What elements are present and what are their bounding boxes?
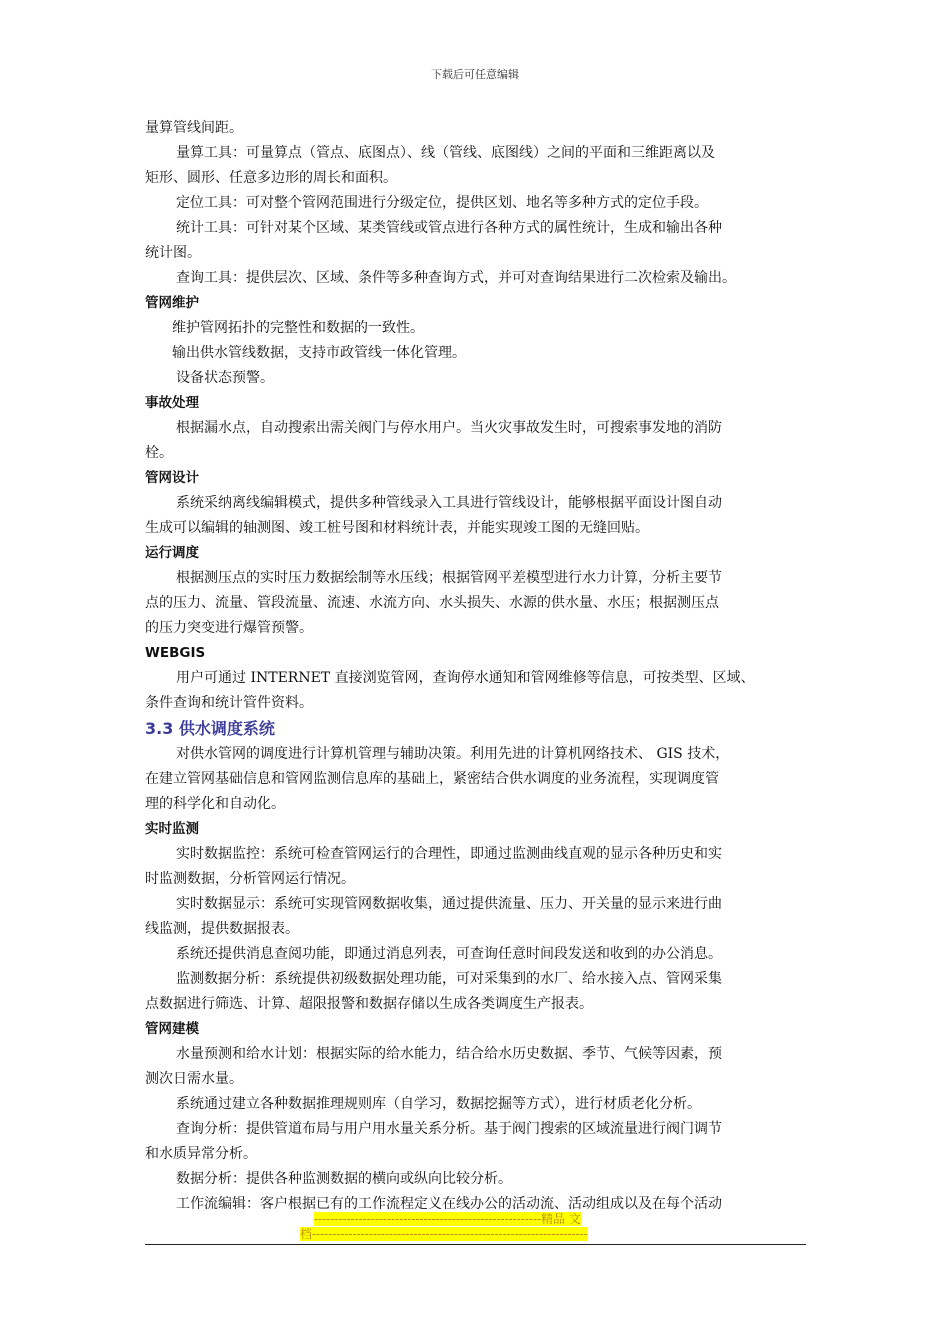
text-line: 统计工具：可针对某个区域、某类管线或管点进行各种方式的属性统计，生成和输出各种 [176,220,722,236]
text-line: 量算工具：可量算点（管点、底图点）、线（管线、底图线）之间的平面和三维距离以及 [176,145,715,161]
section-heading: 管网建模 [145,1021,199,1037]
footer-line-2: 档-------------------------------------------------------------------- [300,1227,588,1241]
text-line: 维护管网拓扑的完整性和数据的一致性。 [172,320,424,336]
section-heading: 运行调度 [145,545,199,561]
text-line: 根据漏水点，自动搜索出需关阀门与停水用户。当火灾事故发生时，可搜索事发地的消防 [176,420,722,436]
section-heading: WEBGIS [145,645,206,661]
text-line: 工作流编辑：客户根据已有的工作流程定义在线办公的活动流、活动组成以及在每个活动 [176,1196,722,1212]
text-line: 输出供水管线数据，支持市政管线一体化管理。 [172,345,466,361]
text-line: 的压力突变进行爆管预警。 [145,620,313,636]
section-heading: 管网设计 [145,470,199,486]
text-line: 线监测，提供数据报表。 [145,921,299,937]
text-line: 数据分析：提供各种监测数据的横向或纵向比较分析。 [176,1171,512,1187]
text-line: 系统采纳离线编辑模式，提供多种管线录入工具进行管线设计，能够根据平面设计图自动 [176,495,722,511]
text-line: 点的压力、流量、管段流量、流速、水流方向、水头损失、水源的供水量、水压；根据测压点 [145,595,719,611]
text-line: 对供水管网的调度进行计算机管理与辅助决策。利用先进的计算机网络技术、 GIS 技术， [176,746,730,762]
text-line: 和水质异常分析。 [145,1146,257,1162]
text-line: 根据测压点的实时压力数据绘制等水压线；根据管网平差模型进行水力计算，分析主要节 [176,570,722,586]
section-heading: 3.3 供水调度系统 [145,719,275,738]
text-line: 条件查询和统计管件资料。 [145,695,313,711]
text-line: 统计图。 [145,245,201,261]
text-line: 系统通过建立各种数据推理规则库（自学习，数据挖掘等方式），进行材质老化分析。 [176,1096,701,1112]
text-line: 水量预测和给水计划：根据实际的给水能力，结合给水历史数据、季节、气候等因素，预 [176,1046,722,1062]
text-line: 生成可以编辑的轴测图、竣工桩号图和材料统计表，并能实现竣工图的无缝回贴。 [145,520,649,536]
text-line: 理的科学化和自动化。 [145,796,285,812]
text-line: 在建立管网基础信息和管网监测信息库的基础上，紧密结合供水调度的业务流程，实现调度管 [145,771,719,787]
text-line: 矩形、圆形、任意多边形的周长和面积。 [145,170,397,186]
text-line: 定位工具：可对整个管网范围进行分级定位，提供区划、地名等多种方式的定位手段。 [176,195,708,211]
document-body [145,116,815,1217]
text-line: 栓。 [145,445,173,461]
text-line: 点数据进行筛选、计算、超限报警和数据存储以生成各类调度生产报表。 [145,996,593,1012]
text-line: 用户可通过 INTERNET 直接浏览管网，查询停水通知和管网维修等信息，可按类型、区域、 [176,670,755,686]
page-footer [300,1212,650,1242]
text-line: 查询工具：提供层次、区域、条件等多种查询方式，并可对查询结果进行二次检索及输出。 [176,270,736,286]
text-line: 测次日需水量。 [145,1071,243,1087]
text-line: 时监测数据，分析管网运行情况。 [145,871,355,887]
text-line: 量算管线间距。 [145,120,243,136]
section-heading: 管网维护 [145,295,199,311]
footer-line-1: --------------------------------------------------------精品 文 [314,1212,581,1226]
page-header: 下载后可任意编辑 [431,68,519,81]
text-line: 设备状态预警。 [176,370,274,386]
section-heading: 事故处理 [145,395,199,411]
text-line: 实时数据显示：系统可实现管网数据收集，通过提供流量、压力、开关量的显示来进行曲 [176,896,722,912]
text-line: 系统还提供消息查阅功能，即通过消息列表，可查询任意时间段发送和收到的办公消息。 [176,946,722,962]
text-line: 实时数据监控：系统可检查管网运行的合理性，即通过监测曲线直观的显示各种历史和实 [176,846,722,862]
section-heading: 实时监测 [145,821,199,837]
footer-divider [145,1244,806,1245]
text-line: 查询分析：提供管道布局与用户用水量关系分析。基于阀门搜索的区域流量进行阀门调节 [176,1121,722,1137]
text-line: 监测数据分析：系统提供初级数据处理功能，可对采集到的水厂、给水接入点、管网采集 [176,971,722,987]
